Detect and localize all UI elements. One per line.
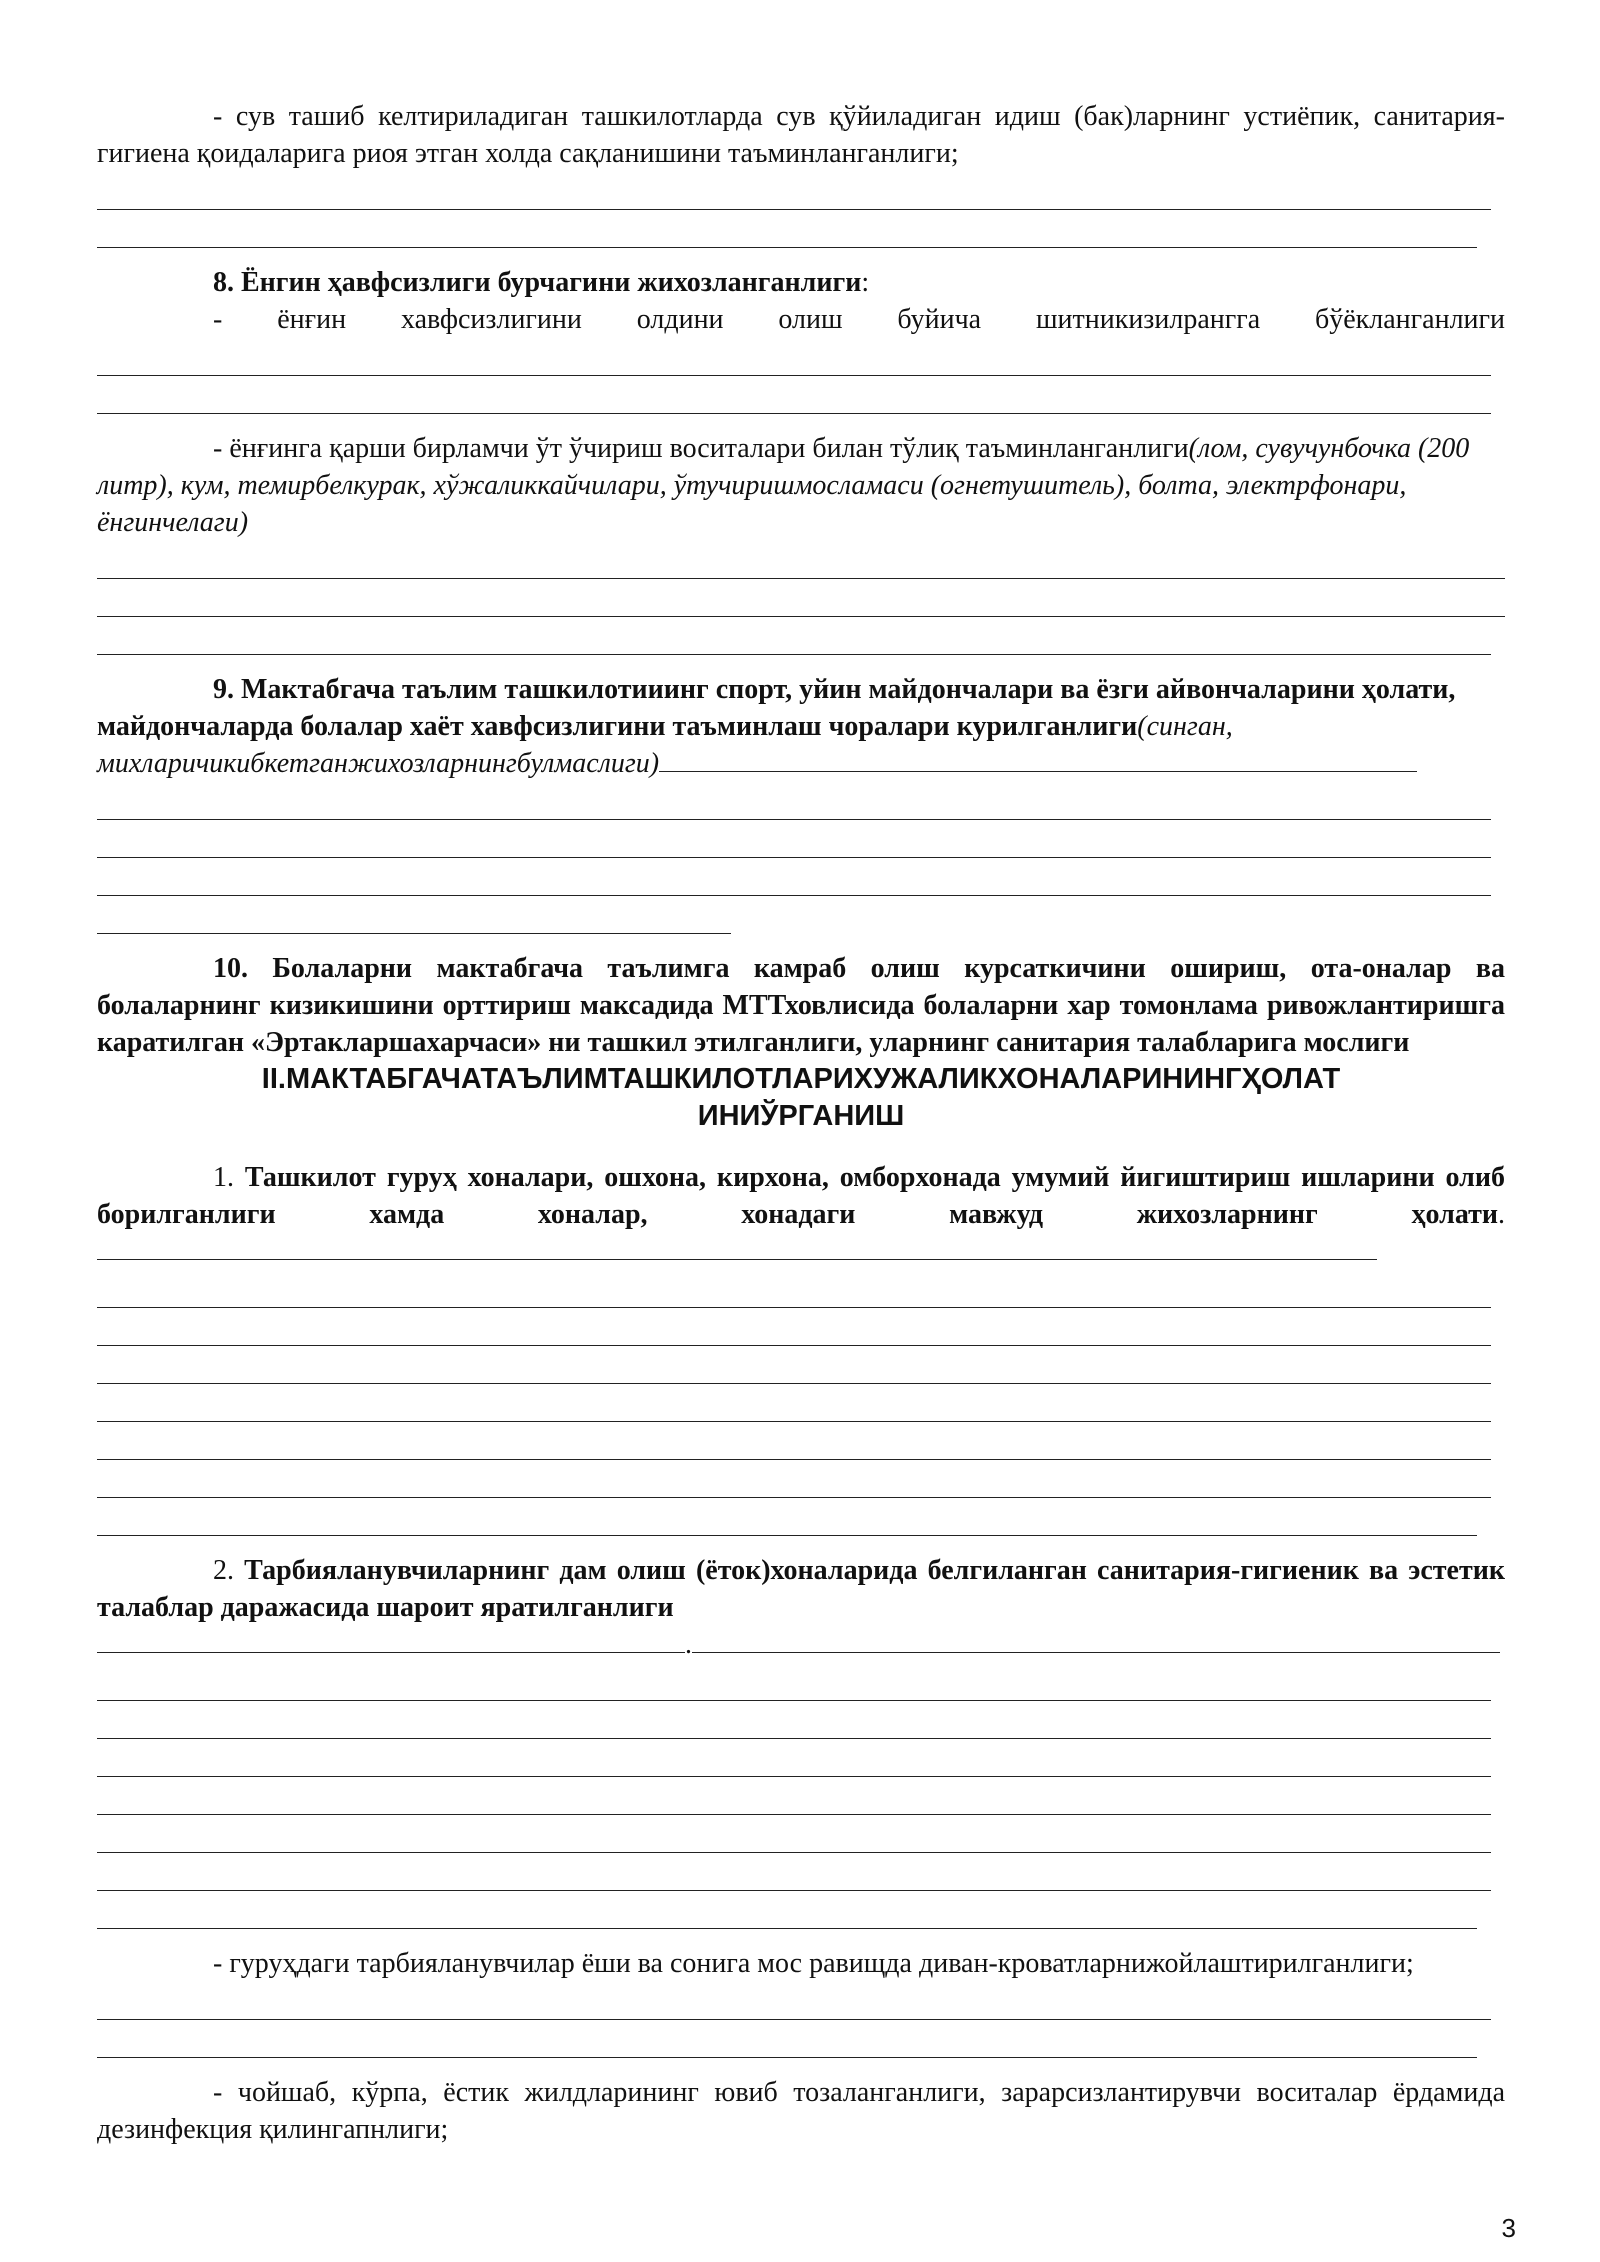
answer-line[interactable] — [97, 617, 1491, 655]
section-8-title: 8. Ёнгин ҳавфсизлиги бурчагини жихозланганлиги: — [213, 267, 870, 298]
answer-line[interactable] — [97, 820, 1491, 858]
section-II-heading-line-2: ИНИЎРГАНИШ — [697, 1100, 905, 1132]
answer-line[interactable] — [97, 1982, 1491, 2020]
section-8-item-1: - ёнғин хавфсизлигини олдини олиш буйича шитникизилрангга бўёкланганлиги — [213, 304, 1505, 335]
answer-line[interactable] — [97, 1739, 1491, 1777]
answer-line[interactable] — [97, 1235, 1377, 1260]
section-9-title: 9. Мактабгача таълим ташкилотииинг спорт, уйин майдончалари ва ёзги айвончаларини ҳолати, майдончаларда болалар хаёт хавфсизлигини таъминлаш чоралари курилганлиги(синган, — [97, 674, 1456, 742]
answer-line[interactable] — [97, 1346, 1491, 1384]
item-2-bedding: - чойшаб, кўрпа, ёстик жилдларининг ювиб тозаланганлиги, зарарсизлантирувчи воситалар ёрдамида дезинфекция қилингапнлиги; — [97, 2077, 1505, 2145]
answer-line[interactable] — [97, 1422, 1491, 1460]
answer-line[interactable] — [97, 579, 1505, 617]
answer-line[interactable] — [692, 1628, 1500, 1653]
answer-line[interactable] — [97, 1891, 1477, 1929]
answer-line[interactable] — [97, 1498, 1477, 1536]
answer-line[interactable] — [97, 1270, 1491, 1308]
section-9-italic-note: михларичикибкетганжихозларнингбулмаслиги) — [97, 745, 1505, 782]
answer-line[interactable] — [97, 376, 1491, 414]
item-2: 2. Тарбияланувчиларнинг дам олиш (ёток)хоналарида белгиланган санитария-гигиеник ва эстетик талаблар даражасида шароит яратилганлиги — [97, 1555, 1505, 1623]
answer-line[interactable] — [97, 1777, 1491, 1815]
answer-line[interactable] — [97, 172, 1491, 210]
section-10-title: 10. Болаларни мактабгача таълимга камраб олиш курсаткичини ошириш, ота-оналар ва болаларнинг кизикишини орттириш максадида МТТховлисида болаларни хар томонлама ривожлантиришга каратилган «Эртакларшахарчаси» ни ташкил этилганлиги, уларнинг санитария талабларига мослиги — [97, 953, 1505, 1058]
answer-line[interactable] — [97, 2020, 1477, 2058]
section-8-item-2: - ёнғинга қарши бирламчи ўт ўчириш воситалари билан тўлиқ таъминланганлиги(лом, сувучунбочка (200 литр), кум, темирбелкурак, хўжаликкайчилари, ўтучиришмосламаси (огнетушитель), болта, электрфонари, ёнгинчелаги) — [97, 433, 1470, 538]
answer-line[interactable] — [97, 1663, 1491, 1701]
answer-line[interactable] — [97, 896, 731, 934]
document-page — [97, 98, 1505, 2148]
answer-line[interactable] — [97, 1308, 1491, 1346]
item-2-beds: - гуруҳдаги тарбияланувчилар ёши ва сонига мос равищда диван-кроватларнижойлаштирилганлиги; — [213, 1948, 1414, 1979]
answer-line[interactable] — [97, 1460, 1491, 1498]
answer-line[interactable] — [97, 338, 1491, 376]
answer-line[interactable] — [97, 782, 1491, 820]
section-II-heading-line-1: II.МАКТАБГАЧАТАЪЛИМТАШКИЛОТЛАРИХУЖАЛИКХОНАЛАРИНИНГҲОЛАТ — [261, 1063, 1341, 1095]
answer-line[interactable] — [97, 1384, 1491, 1422]
answer-line[interactable] — [97, 1853, 1491, 1891]
water-tank-item: - сув ташиб келтириладиган ташкилотларда сув қўйиладиган идиш (бак)ларнинг устиёпик, санитария-гигиена қоидаларига риоя этган холда сақланишини таъминланганлиги; — [97, 101, 1505, 169]
answer-line[interactable] — [97, 1815, 1491, 1853]
page-number: 3 — [1501, 2213, 1516, 2243]
answer-line[interactable] — [659, 747, 1417, 772]
answer-line[interactable] — [97, 858, 1491, 896]
answer-line[interactable] — [97, 1628, 685, 1653]
item-2-answer-row: . — [97, 1626, 1505, 1663]
answer-line[interactable] — [97, 210, 1477, 248]
item-1: 1. Ташкилот гуруҳ хоналари, ошхона, кирхона, омборхонада умумий йигиштириш ишларини олиб борилганлиги хамда хоналар, хонадаги мавжуд жихозларнинг ҳолати. — [97, 1159, 1505, 1270]
answer-line[interactable] — [97, 1701, 1491, 1739]
answer-line[interactable] — [97, 541, 1505, 579]
